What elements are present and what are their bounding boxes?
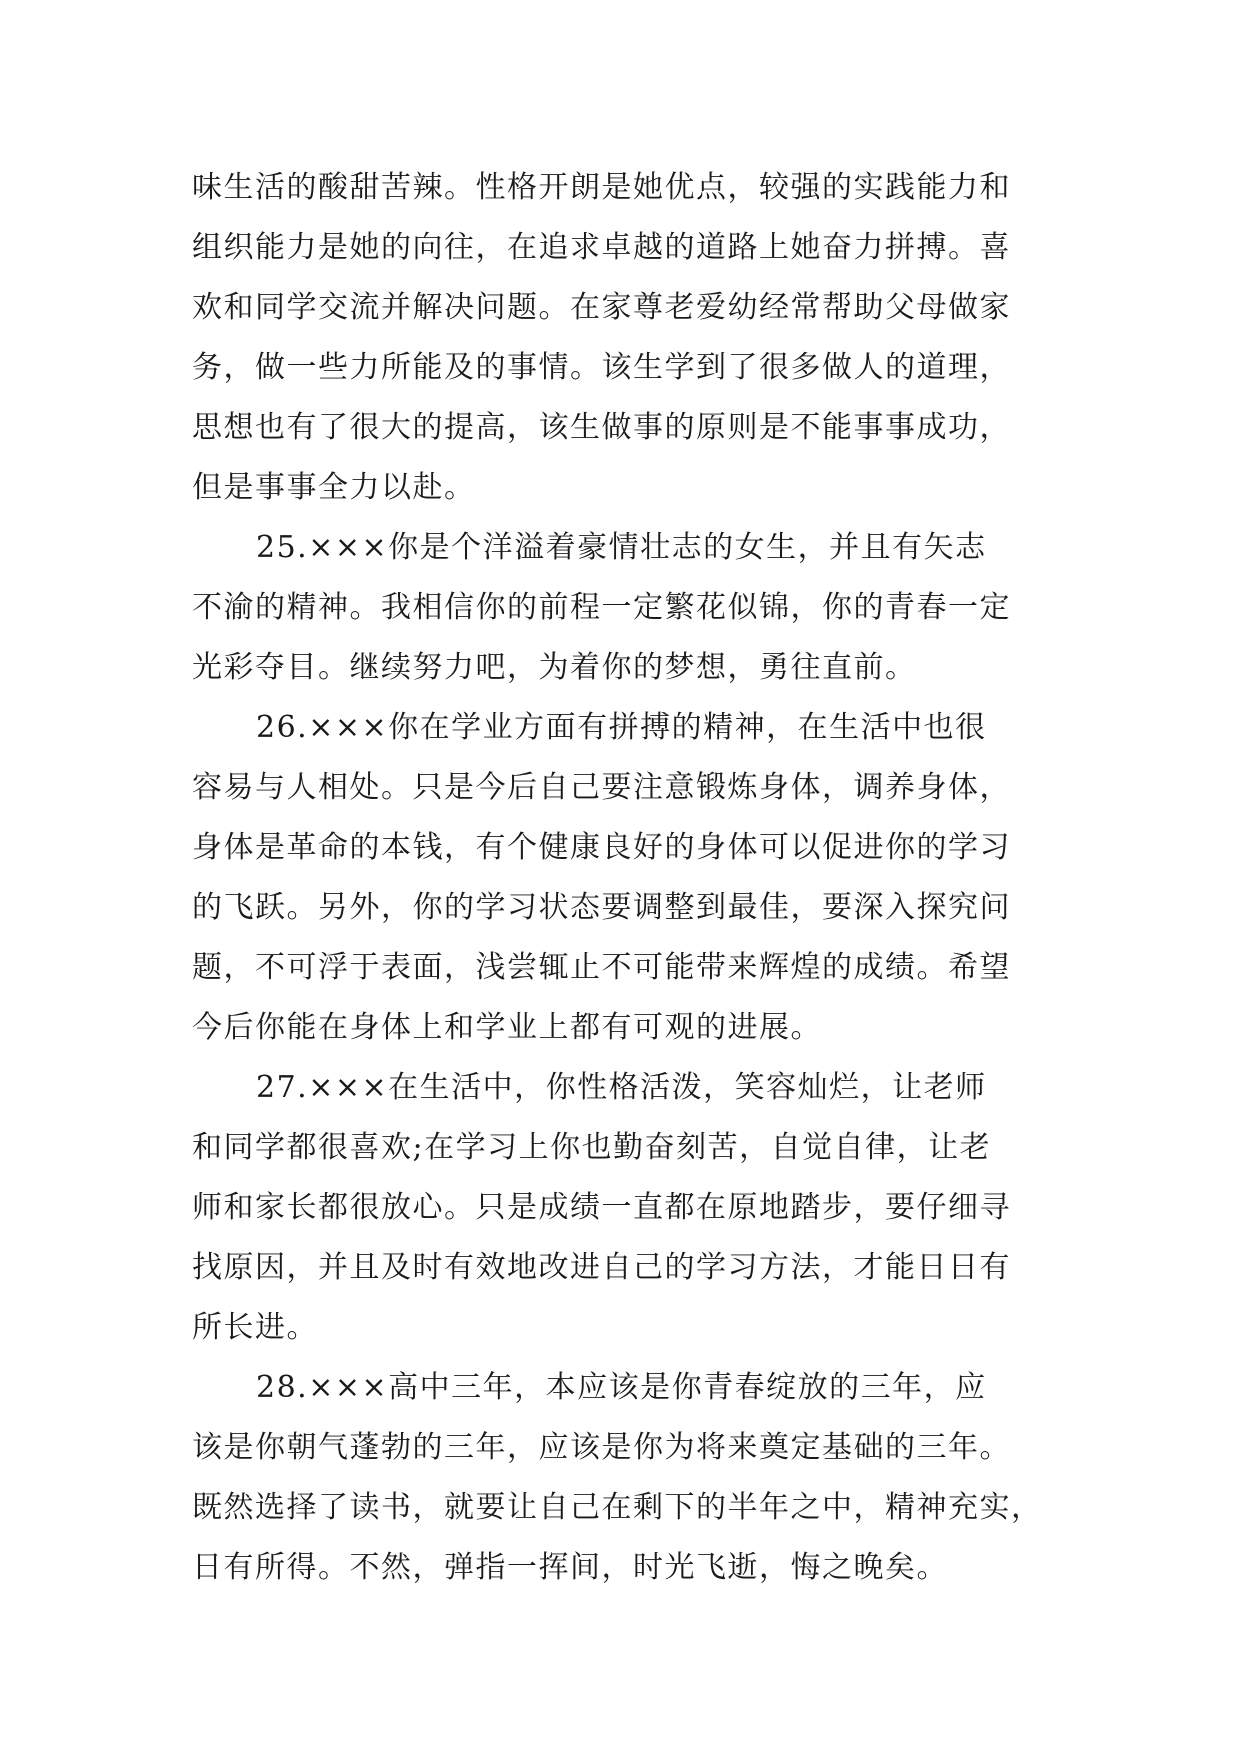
text-line [192, 1238, 1072, 1298]
line-text: 务，做一些力所能及的事情。该生学到了很多做人的道理， [192, 350, 1011, 385]
text-line [192, 518, 1072, 578]
line-text: 身体是革命的本钱，有个健康良好的身体可以促进你的学习 [192, 830, 1011, 865]
text-line [192, 758, 1072, 818]
text-line [192, 818, 1072, 878]
line-text: 26.×××你在学业方面有拼搏的精神，在生活中也很 [256, 710, 987, 745]
line-text: 不渝的精神。我相信你的前程一定繁花似锦，你的青春一定 [192, 590, 1011, 625]
text-line [192, 1178, 1072, 1238]
line-text: 师和家长都很放心。只是成绩一直都在原地踏步，要仔细寻 [192, 1190, 1011, 1225]
text-line [192, 278, 1072, 338]
line-text: 找原因，并且及时有效地改进自己的学习方法，才能日日有 [192, 1250, 1011, 1285]
text-line [192, 1478, 1072, 1538]
line-text: 25.×××你是个洋溢着豪情壮志的女生，并且有矢志 [256, 530, 987, 565]
line-text: 日有所得。不然，弹指一挥间，时光飞逝，悔之晚矣。 [192, 1550, 948, 1585]
text-line [192, 398, 1072, 458]
text-line [192, 998, 1072, 1058]
line-text: 该是你朝气蓬勃的三年，应该是你为将来奠定基础的三年。 [192, 1430, 1011, 1465]
line-text: 28.×××高中三年，本应该是你青春绽放的三年，应 [256, 1370, 987, 1405]
body-text [192, 158, 1072, 1598]
line-text: 味生活的酸甜苦辣。性格开朗是她优点，较强的实践能力和 [192, 170, 1011, 205]
line-text: 既然选择了读书，就要让自己在剩下的半年之中，精神充实， [192, 1490, 1043, 1525]
text-line [192, 1298, 1072, 1358]
line-text: 的飞跃。另外，你的学习状态要调整到最佳，要深入探究问 [192, 890, 1011, 925]
line-text: 光彩夺目。继续努力吧，为着你的梦想，勇往直前。 [192, 650, 917, 685]
line-text: 容易与人相处。只是今后自己要注意锻炼身体，调养身体， [192, 770, 1011, 805]
line-text: 题，不可浮于表面，浅尝辄止不可能带来辉煌的成绩。希望 [192, 950, 1011, 985]
text-line [192, 1358, 1072, 1418]
text-line [192, 1058, 1072, 1118]
text-line [192, 878, 1072, 938]
line-text: 和同学都很喜欢;在学习上你也勤奋刻苦，自觉自律，让老 [192, 1130, 992, 1165]
line-text: 思想也有了很大的提高，该生做事的原则是不能事事成功， [192, 410, 1011, 445]
line-text: 27.×××在生活中，你性格活泼，笑容灿烂，让老师 [256, 1070, 987, 1105]
text-line [192, 1118, 1072, 1178]
text-line [192, 938, 1072, 998]
text-line [192, 218, 1072, 278]
text-line [192, 578, 1072, 638]
text-line [192, 1538, 1072, 1598]
text-line [192, 458, 1072, 518]
text-line [192, 338, 1072, 398]
line-text: 但是事事全力以赴。 [192, 470, 476, 505]
text-line [192, 698, 1072, 758]
line-text: 今后你能在身体上和学业上都有可观的进展。 [192, 1010, 822, 1045]
text-line [192, 1418, 1072, 1478]
line-text: 欢和同学交流并解决问题。在家尊老爱幼经常帮助父母做家 [192, 290, 1011, 325]
line-text: 组织能力是她的向往，在追求卓越的道路上她奋力拼搏。喜 [192, 230, 1011, 265]
line-text: 所长进。 [192, 1310, 318, 1345]
text-line [192, 638, 1072, 698]
text-line [192, 158, 1072, 218]
